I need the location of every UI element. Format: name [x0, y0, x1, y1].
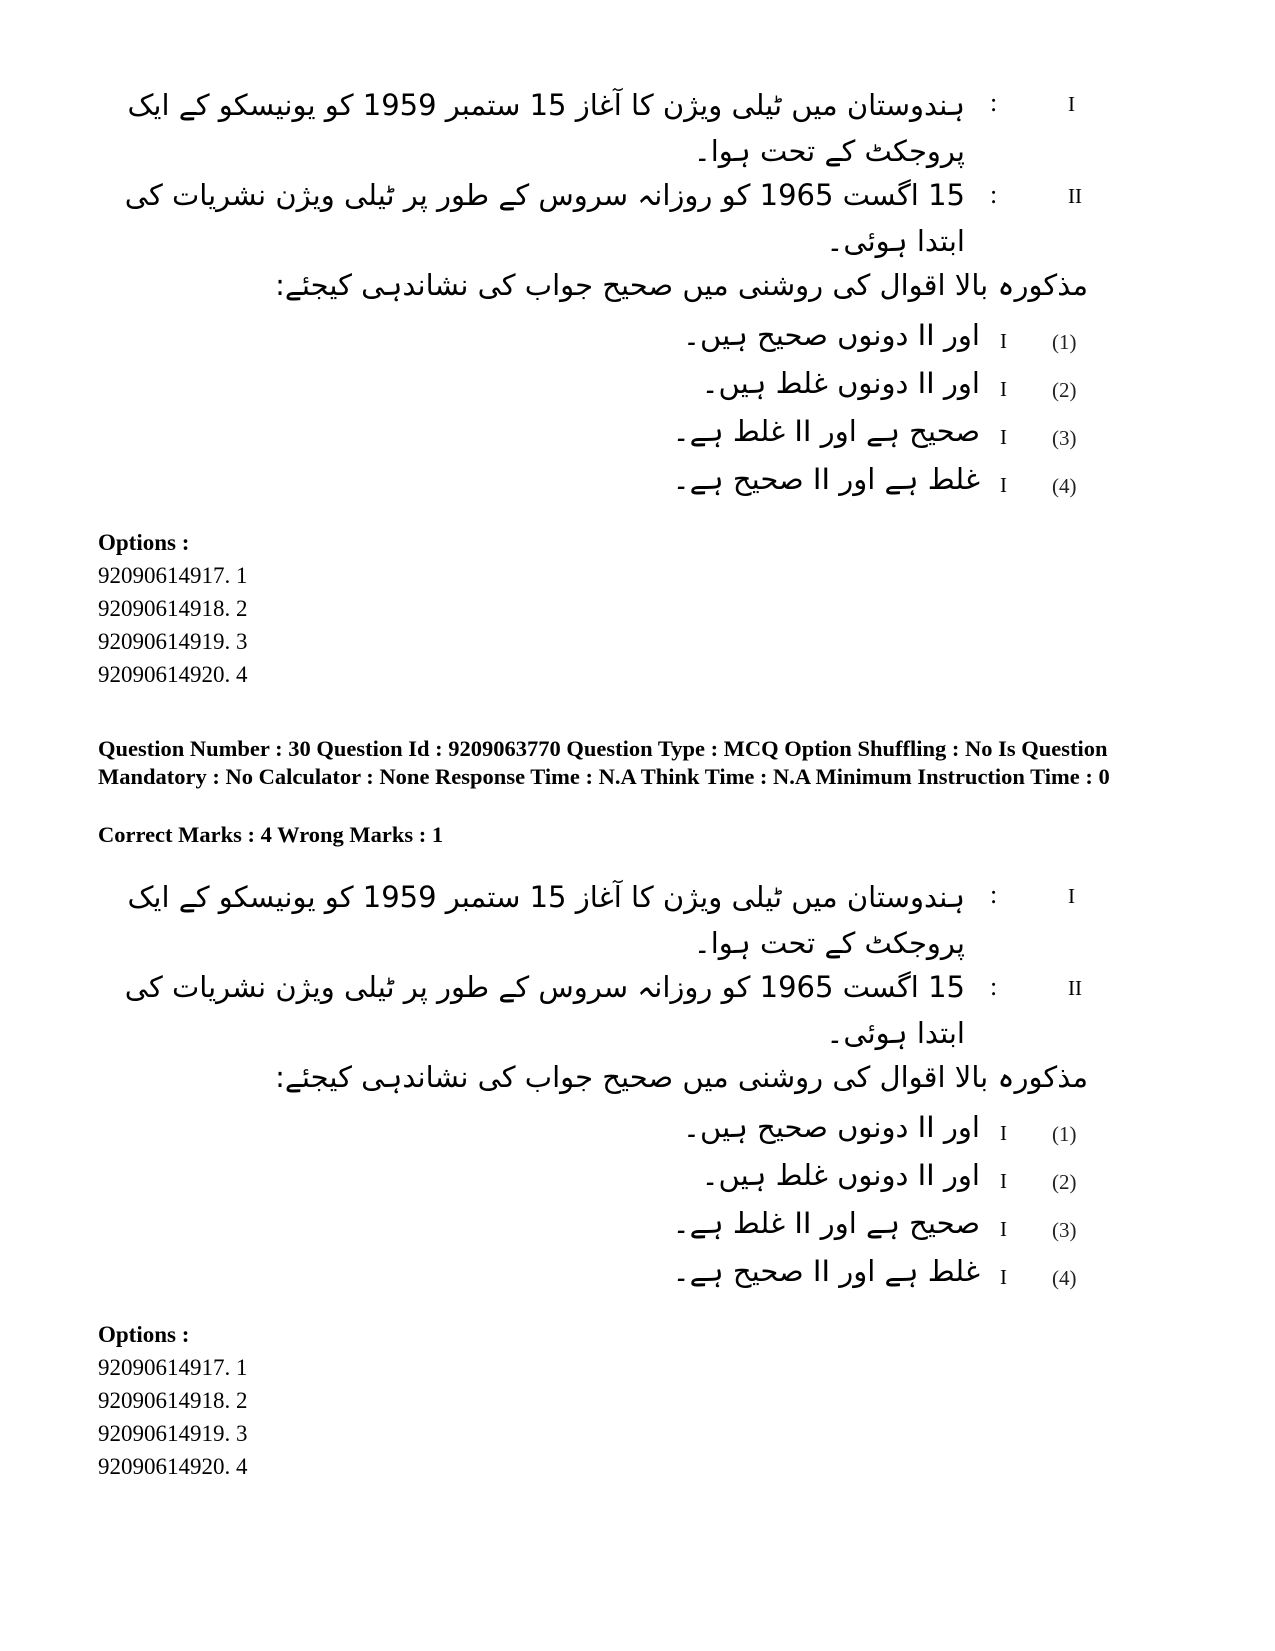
option-line-1: 92090614917. 1 [98, 563, 248, 588]
choice-3-text: صحیح ہے اور II غلط ہے۔ [672, 414, 980, 448]
choice-2-number: (2) [1052, 1170, 1077, 1194]
choice-4-roman: I [1000, 1265, 1007, 1289]
option-line-1: 92090614917. 1 [98, 1355, 248, 1380]
statement-i-label: I [1068, 92, 1075, 116]
option-line-2: 92090614918. 2 [98, 596, 248, 621]
statement-ii-line2: ابتدا ہوئی۔ [826, 1016, 965, 1050]
instruction-text: مذکورہ بالا اقوال کی روشنی میں صحیح جواب کی نشاندہی کیجئے: [275, 268, 1088, 302]
statement-ii-line2: ابتدا ہوئی۔ [826, 224, 965, 258]
choice-2-text: اور II دونوں غلط ہیں۔ [701, 366, 980, 400]
statement-i-colon: : [990, 880, 998, 909]
choice-3-roman: I [1000, 1217, 1007, 1241]
statement-i-label: I [1068, 884, 1075, 908]
statement-i-line2: پروجکٹ کے تحت ہوا۔ [693, 926, 965, 960]
choice-4-number: (4) [1052, 1266, 1077, 1290]
choice-2-roman: I [1000, 1169, 1007, 1193]
statement-i-line1: ہندوستان میں ٹیلی ویژن کا آغاز 15 ستمبر 1959 کو یونیسکو کے ایک [127, 880, 965, 914]
choice-1-text: اور II دونوں صحیح ہیں۔ [683, 1110, 980, 1144]
statement-ii-line1: 15 اگست 1965 کو روزانہ سروس کے طور پر ٹیلی ویژن نشریات کی [124, 970, 965, 1004]
choice-3-text: صحیح ہے اور II غلط ہے۔ [672, 1206, 980, 1240]
choice-2-number: (2) [1052, 378, 1077, 402]
statement-i-colon: : [990, 88, 998, 117]
statement-ii [100, 172, 965, 264]
choice-4-text: غلط ہے اور II صحیح ہے۔ [672, 1254, 980, 1288]
option-line-4: 92090614920. 4 [98, 662, 248, 687]
statement-i [100, 82, 965, 174]
choice-1-roman: I [1000, 1121, 1007, 1145]
question-meta: Question Number : 30 Question Id : 9209063770 Question Type : MCQ Option Shuffling : No Is Question Mandatory : No Calculator : None Response Time : N.A Think Time : N.A Minimum Instruction Time : 0 [98, 736, 1110, 789]
choice-1-number: (1) [1052, 330, 1077, 354]
statement-ii-line1: 15 اگست 1965 کو روزانہ سروس کے طور پر ٹیلی ویژن نشریات کی [124, 178, 965, 212]
choice-3-number: (3) [1052, 1218, 1077, 1242]
statement-i-line2: پروجکٹ کے تحت ہوا۔ [693, 134, 965, 168]
statement-ii [100, 964, 965, 1056]
choice-3-number: (3) [1052, 426, 1077, 450]
choice-4-roman: I [1000, 473, 1007, 497]
choice-1-text: اور II دونوں صحیح ہیں۔ [683, 318, 980, 352]
choice-3-roman: I [1000, 425, 1007, 449]
statement-ii-colon: : [990, 972, 998, 1001]
statement-ii-label: II [1068, 976, 1082, 1000]
choice-4-number: (4) [1052, 474, 1077, 498]
instruction-text: مذکورہ بالا اقوال کی روشنی میں صحیح جواب کی نشاندہی کیجئے: [275, 1060, 1088, 1094]
choice-4-text: غلط ہے اور II صحیح ہے۔ [672, 462, 980, 496]
options-heading: Options : [98, 1322, 190, 1347]
option-line-2: 92090614918. 2 [98, 1388, 248, 1413]
option-line-3: 92090614919. 3 [98, 629, 248, 654]
choice-1-number: (1) [1052, 1122, 1077, 1146]
choice-2-text: اور II دونوں غلط ہیں۔ [701, 1158, 980, 1192]
statement-i-line1: ہندوستان میں ٹیلی ویژن کا آغاز 15 ستمبر 1959 کو یونیسکو کے ایک [127, 88, 965, 122]
option-line-4: 92090614920. 4 [98, 1454, 248, 1479]
statement-i [100, 874, 965, 966]
question-marks: Correct Marks : 4 Wrong Marks : 1 [98, 822, 444, 847]
choice-2-roman: I [1000, 377, 1007, 401]
option-line-3: 92090614919. 3 [98, 1421, 248, 1446]
statement-ii-label: II [1068, 184, 1082, 208]
choice-1-roman: I [1000, 329, 1007, 353]
options-heading: Options : [98, 530, 190, 555]
statement-ii-colon: : [990, 180, 998, 209]
